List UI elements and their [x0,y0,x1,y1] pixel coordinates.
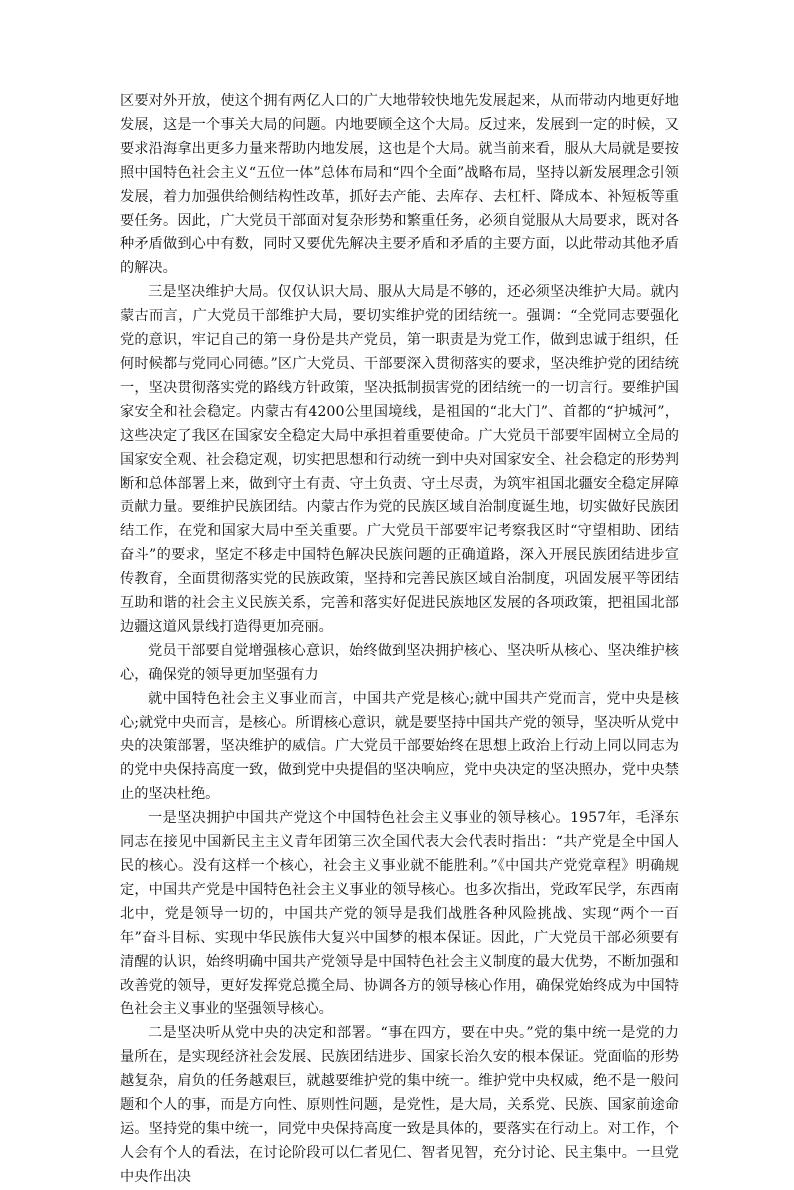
paragraph-3: 就中国特色社会主义事业而言，中国共产党是核心;就中国共产党而言，党中央是核心;就党中央而言，是核心。所谓核心意识，就是要坚持中国共产党的领导，坚决听从党中央的决策部署，坚决维护的威信。广大党员干部要始终在思想上政治上行动上同以同志为的党中央保持高度一致，做到党中央提倡的坚决响应，党中央决定的坚决照办，党中央禁止的坚决杜绝。 [120,690,679,803]
document-body [120,90,679,1190]
paragraph-4: 一是坚决拥护中国共产党这个中国特色社会主义事业的领导核心。1957年，毛泽东同志在接见中国新民主主义青年团第三次全国代表大会代表时指出：“共产党是全中国人民的核心。没有这样一个核心，社会主义事业就不能胜利。”《中国共产党党章程》明确规定，中国共产党是中国特色社会主义事业的领导核心。也多次指出，党政军民学，东西南北中，党是领导一切的，中国共产党的领导是我们战胜各种风险挑战、实现“两个一百年”奋斗目标、实现中华民族伟大复兴中国梦的根本保证。因此，广大党员干部必须要有清醒的认识，始终明确中国共产党领导是中国特色社会主义制度的最大优势，不断加强和改善党的领导，更好发挥党总揽全局、协调各方的领导核心作用，确保党始终成为中国特色社会主义事业的坚强领导核心。 [120,810,679,1018]
paragraph-5: 二是坚决听从党中央的决定和部署。“事在四方，要在中央。”党的集中统一是党的力量所在，是实现经济社会发展、民族团结进步、国家长治久安的根本保证。党面临的形势越复杂，肩负的任务越艰巨，就越要维护党的集中统一。维护党中央权威，绝不是一般问题和个人的事，而是方向性、原则性问题，是党性，是大局，关系党、民族、国家前途命运。坚持党的集中统一，同党中央保持高度一致是具体的，要落实在行动上。对工作，个人会有个人的看法，在讨论阶段可以仁者见仁、智者见智，充分讨论、民主集中。一旦党中央作出决 [120,1025,679,1185]
paragraph-2: 三是坚决维护大局。仅仅认识大局、服从大局是不够的，还必须坚决维护大局。就内蒙古而言，广大党员干部维护大局，要切实维护党的团结统一。强调：“全党同志要强化党的意识，牢记自己的第一身份是共产党员，第一职责是为党工作，做到忠诚于组织，任何时候都与党同心同德。”区广大党员、干部要深入贯彻落实的要求，坚决维护党的团结统一，坚决贯彻落实党的路线方针政策，坚决抵制损害党的团结统一的一切言行。要维护国家安全和社会稳定。内蒙古有4200公里国境线，是祖国的“北大门”、首都的“护城河”，这些决定了我区在国家安全稳定大局中承担着重要使命。广大党员干部要牢固树立全局的国家安全观、社会稳定观，切实把思想和行动统一到中央对国家安全、社会稳定的形势判断和总体部署上来，做到守土有责、守土负责、守土尽责，为筑牢祖国北疆安全稳定屏障贡献力量。要维护民族团结。内蒙古作为党的民族区域自治制度诞生地，切实做好民族团结工作，在党和国家大局中至关重要。广大党员干部要牢记考察我区时“守望相助、团结奋斗”的要求，坚定不移走中国特色解决民族问题的正确道路，深入开展民族团结进步宣传教育，全面贯彻落实党的民族政策，坚持和完善民族区域自治制度，巩固发展平等团结互助和谐的社会主义民族关系，完善和落实好促进民族地区发展的各项政策，把祖国北部边疆这道风景线打造得更加亮丽。 [120,284,679,635]
section-heading: 党员干部要自觉增强核心意识，始终做到坚决拥护核心、坚决听从核心、坚决维护核心，确保党的领导更加坚强有力 [120,642,679,683]
paragraph-1: 区要对外开放，使这个拥有两亿人口的广大地带较快地先发展起来，从而带动内地更好地发展，这是一个事关大局的问题。内地要顾全这个大局。反过来，发展到一定的时候，又要求沿海拿出更多力量来帮助内地发展，这也是个大局。就当前来看，服从大局就是要按照中国特色社会主义“五位一体”总体布局和“四个全面”战略布局，坚持以新发展理念引领发展，着力加强供给侧结构性改革，抓好去产能、去库存、去杠杆、降成本、补短板等重要任务。因此，广大党员干部面对复杂形势和繁重任务，必须自觉服从大局要求，既对各种矛盾做到心中有数，同时又要优先解决主要矛盾和矛盾的主要方面，以此带动其他矛盾的解决。 [120,93,679,277]
